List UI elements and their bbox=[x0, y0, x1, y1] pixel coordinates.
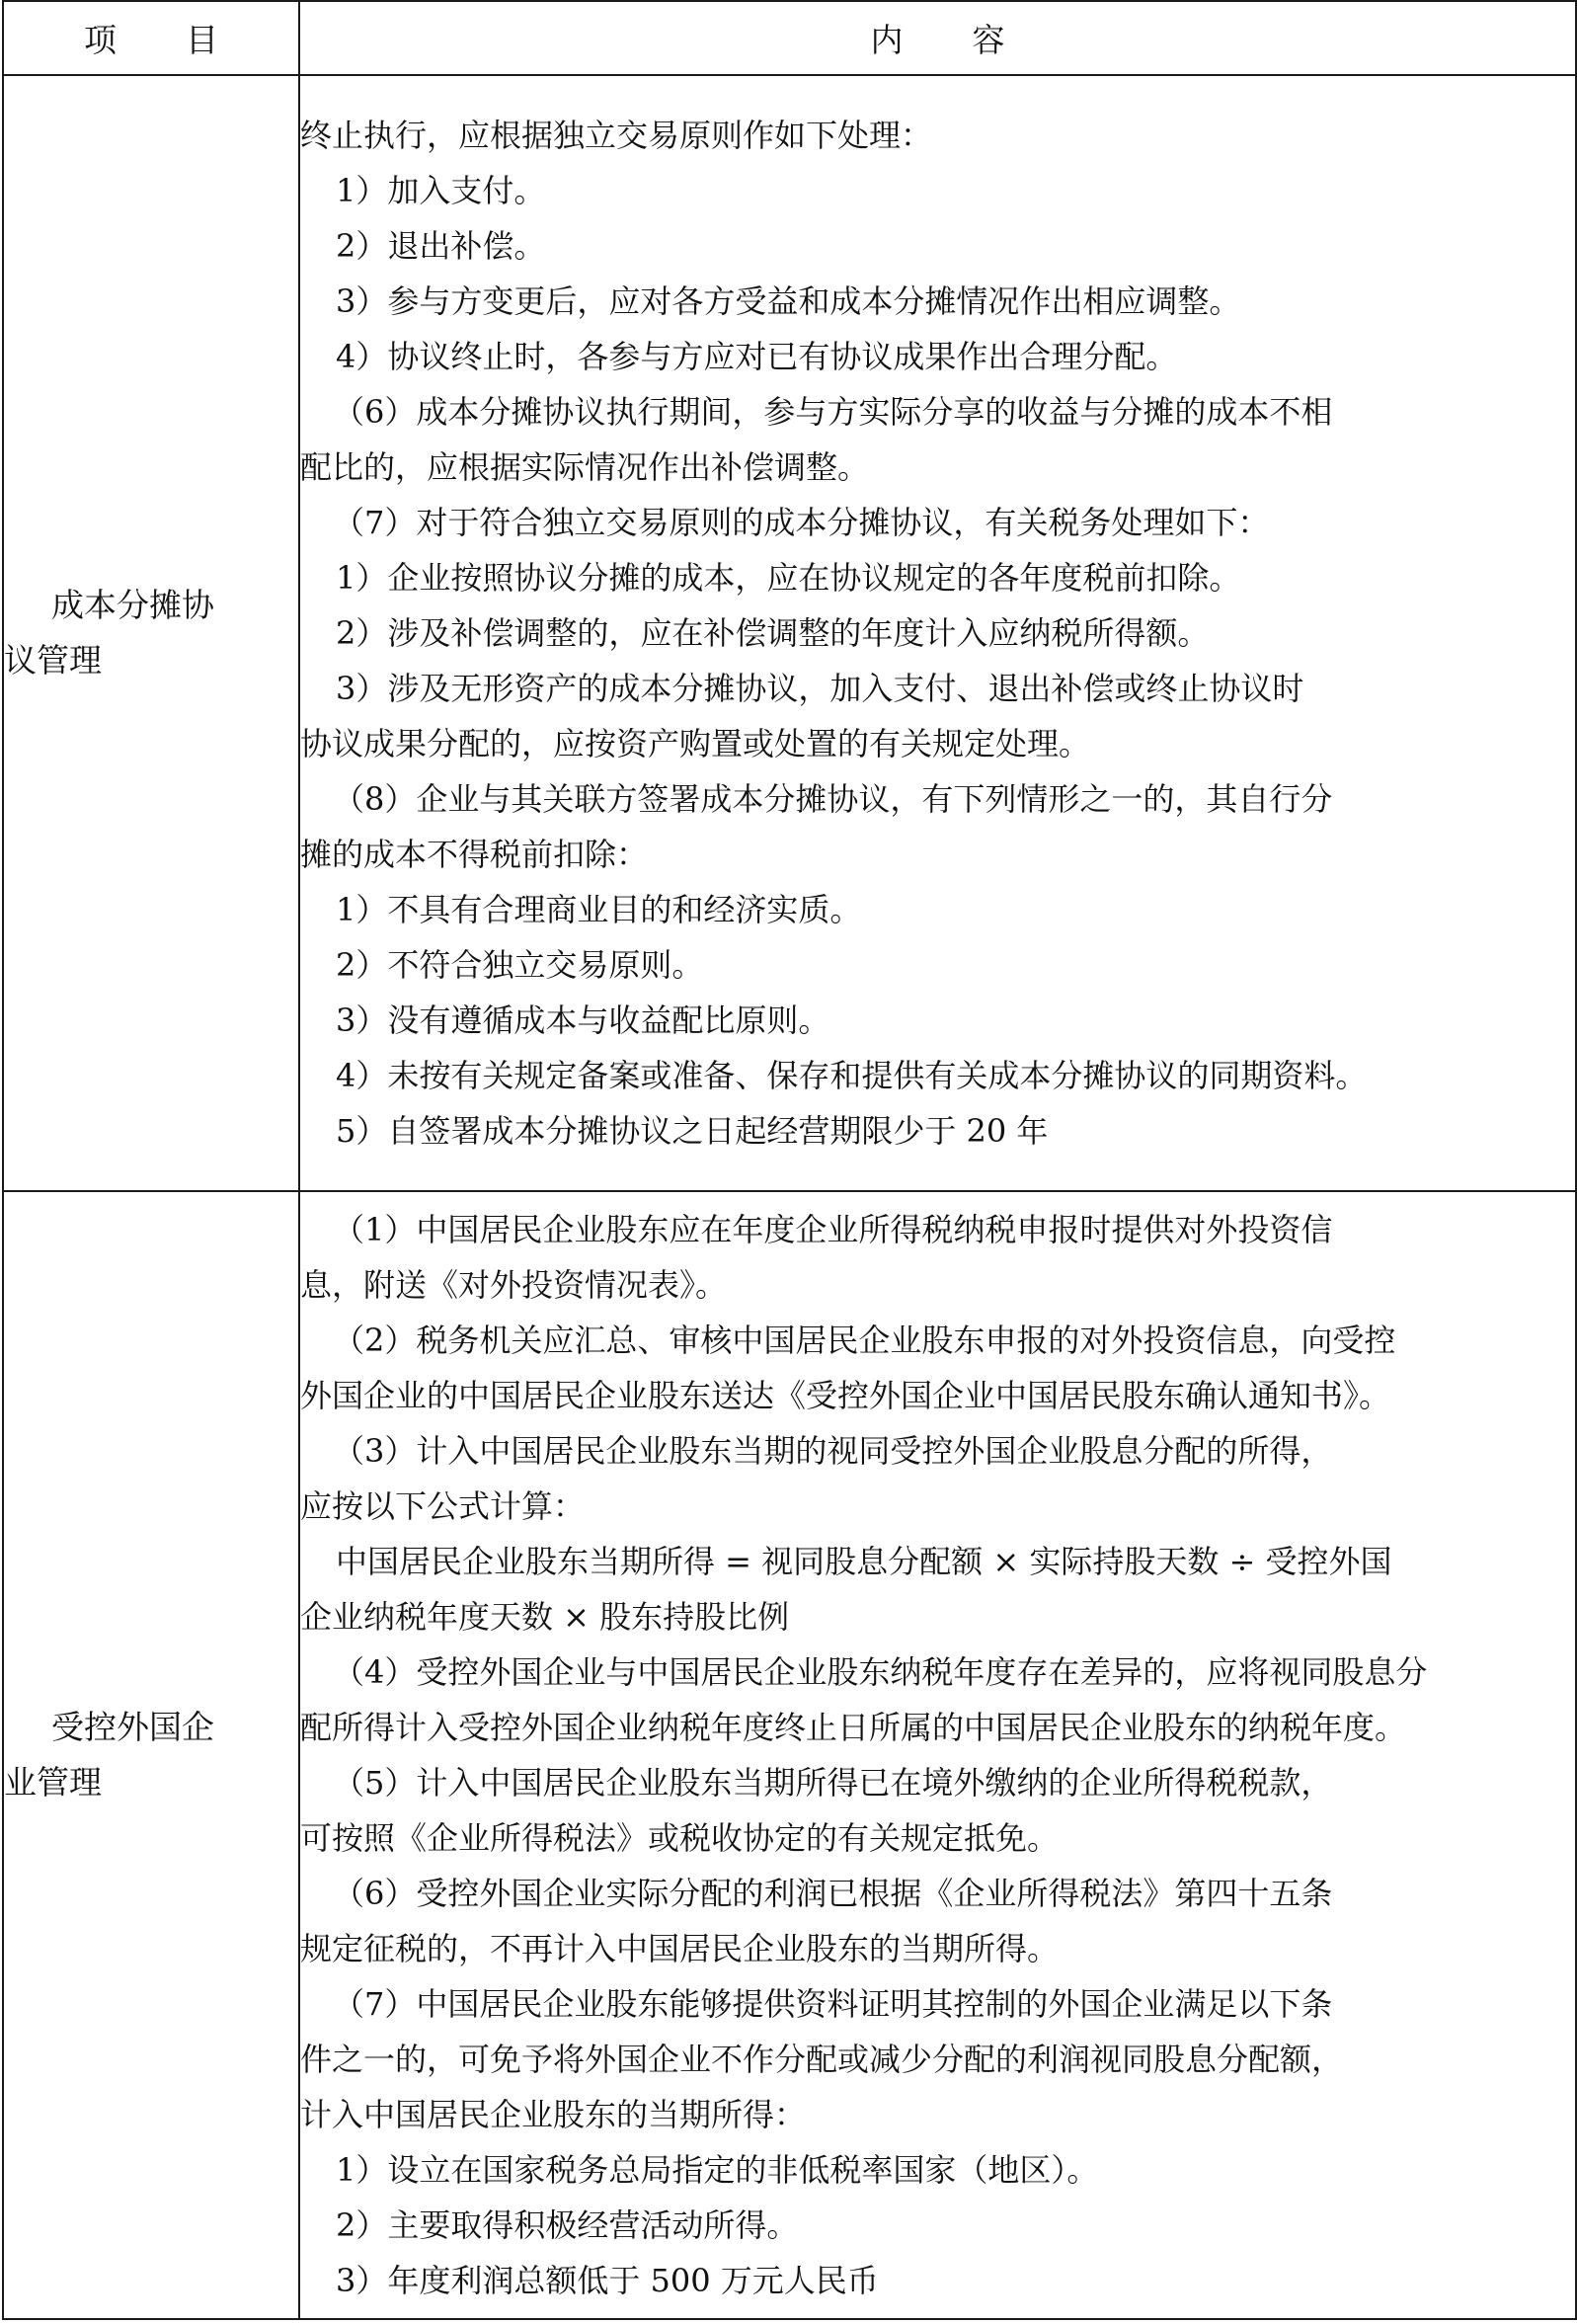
row-item-label-line2: 业管理 bbox=[4, 1763, 102, 1802]
content-line: 应按以下公式计算： bbox=[300, 1487, 586, 1525]
content-line: （7）对于符合独立交易原则的成本分摊协议，有关税务处理如下： bbox=[333, 504, 1270, 541]
content-line: （5）计入中国居民企业股东当期所得已在境外缴纳的企业所得税税款， bbox=[333, 1764, 1333, 1802]
content-line: 配比的，应根据实际情况作出补偿调整。 bbox=[300, 448, 870, 486]
content-line: 2）涉及补偿调整的，应在补偿调整的年度计入应纳税所得额。 bbox=[336, 614, 1210, 652]
content-line: 企业纳税年度天数 × 股东持股比例 bbox=[300, 1598, 790, 1636]
content-line: 计入中国居民企业股东的当期所得： bbox=[300, 2096, 807, 2133]
content-line: （1）中国居民企业股东应在年度企业所得税纳税申报时提供对外投资信 bbox=[333, 1211, 1333, 1248]
content-line: 3）年度利润总额低于 500 万元人民币 bbox=[336, 2262, 879, 2299]
content-line: （2）税务机关应汇总、审核中国居民企业股东申报的对外投资信息，向受控 bbox=[333, 1322, 1396, 1359]
table-row bbox=[3, 1191, 1576, 2319]
content-line: 1）加入支付。 bbox=[336, 172, 546, 209]
content-line: 摊的成本不得税前扣除： bbox=[300, 836, 649, 873]
header-item-char-2: 目 bbox=[186, 21, 218, 59]
content-line: 中国居民企业股东当期所得 = 视同股息分配额 × 实际持股天数 ÷ 受控外国 bbox=[336, 1543, 1392, 1580]
content-line: 4）协议终止时，各参与方应对已有协议成果作出合理分配。 bbox=[336, 338, 1178, 375]
content-line: 件之一的，可免予将外国企业不作分配或减少分配的利润视同股息分配额， bbox=[300, 2041, 1344, 2078]
header-content-char-1: 内 bbox=[870, 21, 904, 59]
content-line: 1）企业按照协议分摊的成本，应在协议规定的各年度税前扣除。 bbox=[336, 559, 1241, 597]
content-line: 3）没有遵循成本与收益配比原则。 bbox=[336, 1002, 830, 1039]
content-line: 终止执行，应根据独立交易原则作如下处理： bbox=[300, 117, 933, 154]
header-item bbox=[3, 1, 299, 75]
content-line: 外国企业的中国居民企业股东送达《受控外国企业中国居民股东确认通知书》。 bbox=[300, 1377, 1391, 1414]
content-line: 规定征税的，不再计入中国居民企业股东的当期所得。 bbox=[300, 1930, 1060, 1967]
content-line: 可按照《企业所得税法》或税收协定的有关规定抵免。 bbox=[300, 1819, 1060, 1857]
content-line: 2）不符合独立交易原则。 bbox=[336, 946, 704, 984]
content-line: 协议成果分配的，应按资产购置或处置的有关规定处理。 bbox=[300, 725, 1091, 762]
row-content-cell bbox=[299, 1191, 1576, 2319]
content-line: 3）参与方变更后，应对各方受益和成本分摊情况作出相应调整。 bbox=[336, 282, 1241, 320]
content-line: （6）受控外国企业实际分配的利润已根据《企业所得税法》第四十五条 bbox=[333, 1875, 1333, 1912]
header-content bbox=[299, 1, 1576, 75]
row-item-label-line1: 成本分摊协 bbox=[51, 586, 214, 624]
content-line: 4）未按有关规定备案或准备、保存和提供有关成本分摊协议的同期资料。 bbox=[336, 1057, 1368, 1094]
row-item-label-line1: 受控外国企 bbox=[51, 1708, 214, 1746]
content-line: 3）涉及无形资产的成本分摊协议，加入支付、退出补偿或终止协议时 bbox=[336, 670, 1304, 707]
table-row bbox=[3, 75, 1576, 1191]
header-item-char-1: 项 bbox=[84, 21, 117, 59]
content-line: （3）计入中国居民企业股东当期的视同受控外国企业股息分配的所得， bbox=[333, 1432, 1333, 1470]
content-line: （7）中国居民企业股东能够提供资料证明其控制的外国企业满足以下条 bbox=[333, 1985, 1333, 2023]
table-header-row bbox=[3, 1, 1576, 75]
regulation-table bbox=[2, 0, 1577, 2320]
row-content-cell bbox=[299, 75, 1576, 1191]
content-line: 1）不具有合理商业目的和经济实质。 bbox=[336, 891, 862, 928]
row-item-label-line2: 议管理 bbox=[4, 641, 102, 680]
content-line: 配所得计入受控外国企业纳税年度终止日所属的中国居民企业股东的纳税年度。 bbox=[300, 1709, 1407, 1746]
row-item-cell bbox=[3, 1191, 299, 2319]
content-line: 1）设立在国家税务总局指定的非低税率国家（地区）。 bbox=[336, 2151, 1099, 2189]
content-line: （4）受控外国企业与中国居民企业股东纳税年度存在差异的，应将视同股息分 bbox=[333, 1653, 1428, 1691]
header-content-char-2: 容 bbox=[972, 21, 1005, 59]
content-line: 2）退出补偿。 bbox=[336, 227, 546, 265]
content-line: （6）成本分摊协议执行期间，参与方实际分享的收益与分摊的成本不相 bbox=[333, 393, 1333, 431]
content-line: 5）自签署成本分摊协议之日起经营期限少于 20 年 bbox=[336, 1112, 1049, 1150]
row-item-cell bbox=[3, 75, 299, 1191]
content-line: 2）主要取得积极经营活动所得。 bbox=[336, 2206, 799, 2244]
content-line: 息，附送《对外投资情况表》。 bbox=[300, 1266, 728, 1304]
content-line: （8）企业与其关联方签署成本分摊协议，有下列情形之一的，其自行分 bbox=[333, 780, 1333, 818]
